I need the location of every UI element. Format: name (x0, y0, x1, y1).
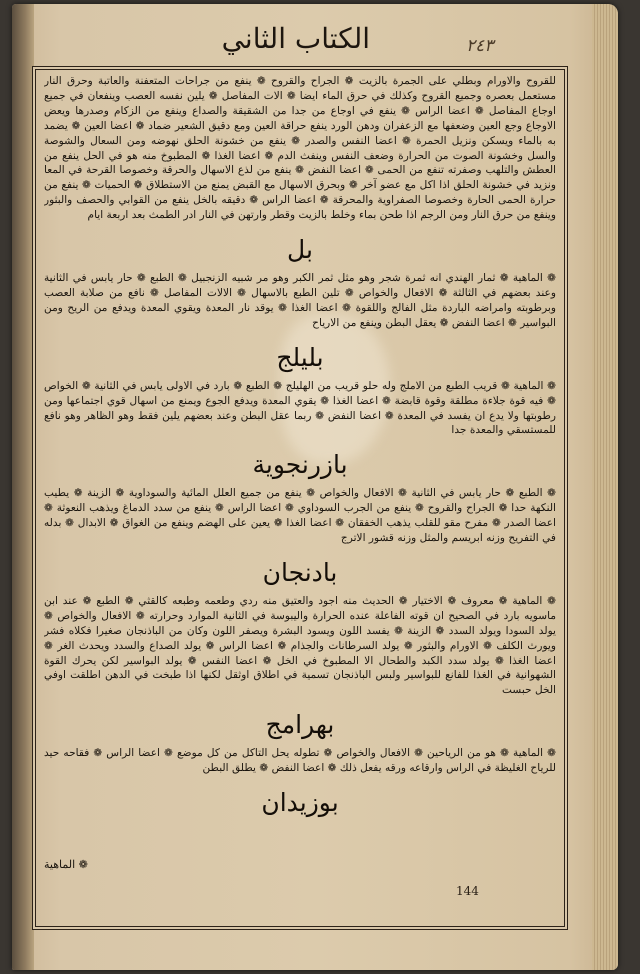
entry-text-bal: ❁ الماهية ❁ ثمار الهندي انه ثمرة شجر وهو مثل ثمر الكبر وهو مر شبيه الزنجبيل ❁ الطبع ❁ حار يابس في الثانية وعند بعضهم في الثالثة ❁ الافعال والخواص ❁ تلين الطبع بالاسهال ❁ الالات المفاصل ❁ نافع من صلابة العصب وبرطوبته وامراضه الباردة مثل الفالج واللقوة ❁ اعضا الغذا ❁ يوقد نار المعدة ويقوي المعدة ويدفع من الريح ومن البواسير ❁ اعضا النفض ❁ يعقل البطن وينفع من الارياح (44, 272, 556, 329)
entry-text-bahramaj: ❁ الماهية ❁ هو من الرياحين ❁ الافعال والخواص ❁ تطوله يحل التاكل من كل موضع ❁ اعضا الراس ❁ فقاحه حيد للرياح الغليظة في الراس وارقاعه ورقه يفعل ذلك ❁ اعضا النفض ❁ يطلق البطن (44, 747, 556, 775)
entry-heading-bal: بل (287, 235, 313, 265)
page-edges (592, 4, 618, 970)
catchword: ❁ الماهية (44, 858, 88, 871)
book-spine (12, 4, 34, 970)
entry-heading-bahramaj: بهرامج (265, 710, 335, 740)
entry-heading-badhinjan: بادنجان (262, 557, 338, 587)
entry-text-badhinjan: ❁ الماهية ❁ معروف ❁ الاختيار ❁ الحديث منه اجود والعتيق منه ردي وطعمه وطبعه كالقثي ❁ الطبع ❁ عند ابن ماسويه بارد في الصحيح ان قوته الفاعلة عنده الحرارة واليبوسة في الثانية الموارد وحرارته ❁ الافعال والخواص ❁ يولد السودا ويولد السدد ❁ الزينة ❁ يفسد اللون ويسود البشرة ويصفر اللون وكان من الباذنجان صغيرا فكلاه فشر ويورث الكلف ❁ الاورام والبثور ❁ يولد السرطانات والجذام ❁ اعضا الراس ❁ يولد الصداع والسدد ويحدث الغر ❁ اعضا الغذا ❁ يولد سدد الكبد والطحال الا المطبوخ في الخل ❁ اعضا النفس ❁ يولد البواسير لكن يحرك القوة الشهوانية في الغذا للفانع للبواسير ولبس الباذنجان تسمية في اطلاق اوثقل لكنها اذا طبخت في الدهن اطلقت اوفي الخل حبست (44, 594, 556, 697)
main-text-block (44, 74, 556, 922)
entry-heading-buzaydan: بوزيدان (261, 788, 339, 818)
handwritten-page-number: ٢٤٣ (466, 36, 494, 56)
page-header (60, 22, 520, 70)
running-title: الكتاب الثاني (221, 22, 370, 55)
entry-heading-balilaj: بليلج (276, 342, 324, 372)
entry-continuation-text: للقروح والاورام وبطلي على الجمرة بالزيت ❁ الجراح والقروح ❁ ينفع من جراحات المتعفنة والعاتبة وحرق النار مستعمل بعصره وجميع القروح وكذلك في حرق الماء ايضا ❁ الات المفاصل ❁ يلين نفسه العصب وينفعان في جميع اوجاع المفاصل ❁ اعضا الراس ❁ ينفع في اوجاع من جدا من الشقيقة والصداع وينفع من الزكام وصدرها ويعض الاوجاع وجع العين وضعفها مع الزعفران ودهن الورد ينفع حراقة العين ومع دقيق الشعير ضماد ❁ اعضا العين ❁ يضمد به بالماء ويسكن ونزيل الحمرة ❁ اعضا النفس والصدر ❁ ينفع من خشونة الحلق نهوضه ومن السعال والشوصة والسل وخشونة الصوت من الحرارة وضعف النفس وينفث الدم ❁ اعضا الغذا ❁ المطبوخ منه هو في الحل ينفع من العطش والتلهب وصفرته تنفع من الحمى ❁ اعضا النفض ❁ ينفع من لذع الاسهال والحرقة وخصوصا القرحة في المعا ونزيد في خشونة الحلق اذا اكل مع عضو آخر ❁ وبحرق الاسهال مع القبض يمنع من الاستطلاق ❁ الحميات ❁ ينفع من حرارة الحمى الحارة وخصوصا الصفراوية والمحرقة ❁ اعضا الراس ❁ دقيقه بالخل ينفع من القوابي والحصف والبثور وينفع من حرق النار ومن الرجم اذا طحن بماء وخلط بالزيت وقطر وارتهن في النار ادر الطمث بعد اربعة ايام (44, 75, 556, 222)
entry-text-balilaj: ❁ الماهية ❁ قريب الطبع من الاملج وله حلو قريب من الهليلج ❁ الطبع ❁ بارد في الاولى يابس في الثانية ❁ الخواص ❁ فيه قوة جلاءة مطلقة وقوة قابضة ❁ اعضا الغذا ❁ يقوي المعدة ويدفع الجوع ويمنع من اسهال قوي اجتماعها ومن رطوبتها ولا يدع ان يفسد في المعدة ❁ اعضا النفض ❁ ربما عقل البطن وعند بعضهم يلين فقط وهو الظاهر وهو نافع للمستسقي والمعدة جدا (44, 379, 556, 437)
entry-text-badranjuya: ❁ الطبع ❁ حار يابس في الثانية ❁ الافعال والخواص ❁ ينفع من جميع العلل المائية والسوداوية ❁ الزينة ❁ يطيب النكهة حدا ❁ الجراح والقروح ❁ ينفع من الجرب السوداوي ❁ اعضا الراس ❁ ينفع من سدد الدماغ ويذهب النعوثة ❁ اعضا الصدر ❁ مفرح مقو للقلب يذهب الخفقان ❁ اعضا الغذا ❁ يعين على الهضم وينفع من الغواق ❁ الابدال ❁ بدله في التفريح وزنه ابريسم والمثل وزنه قشور الاترج (44, 487, 556, 545)
folio-number: 144 (456, 884, 479, 898)
entry-heading-badranjuya: بازرنجوية (252, 450, 348, 480)
